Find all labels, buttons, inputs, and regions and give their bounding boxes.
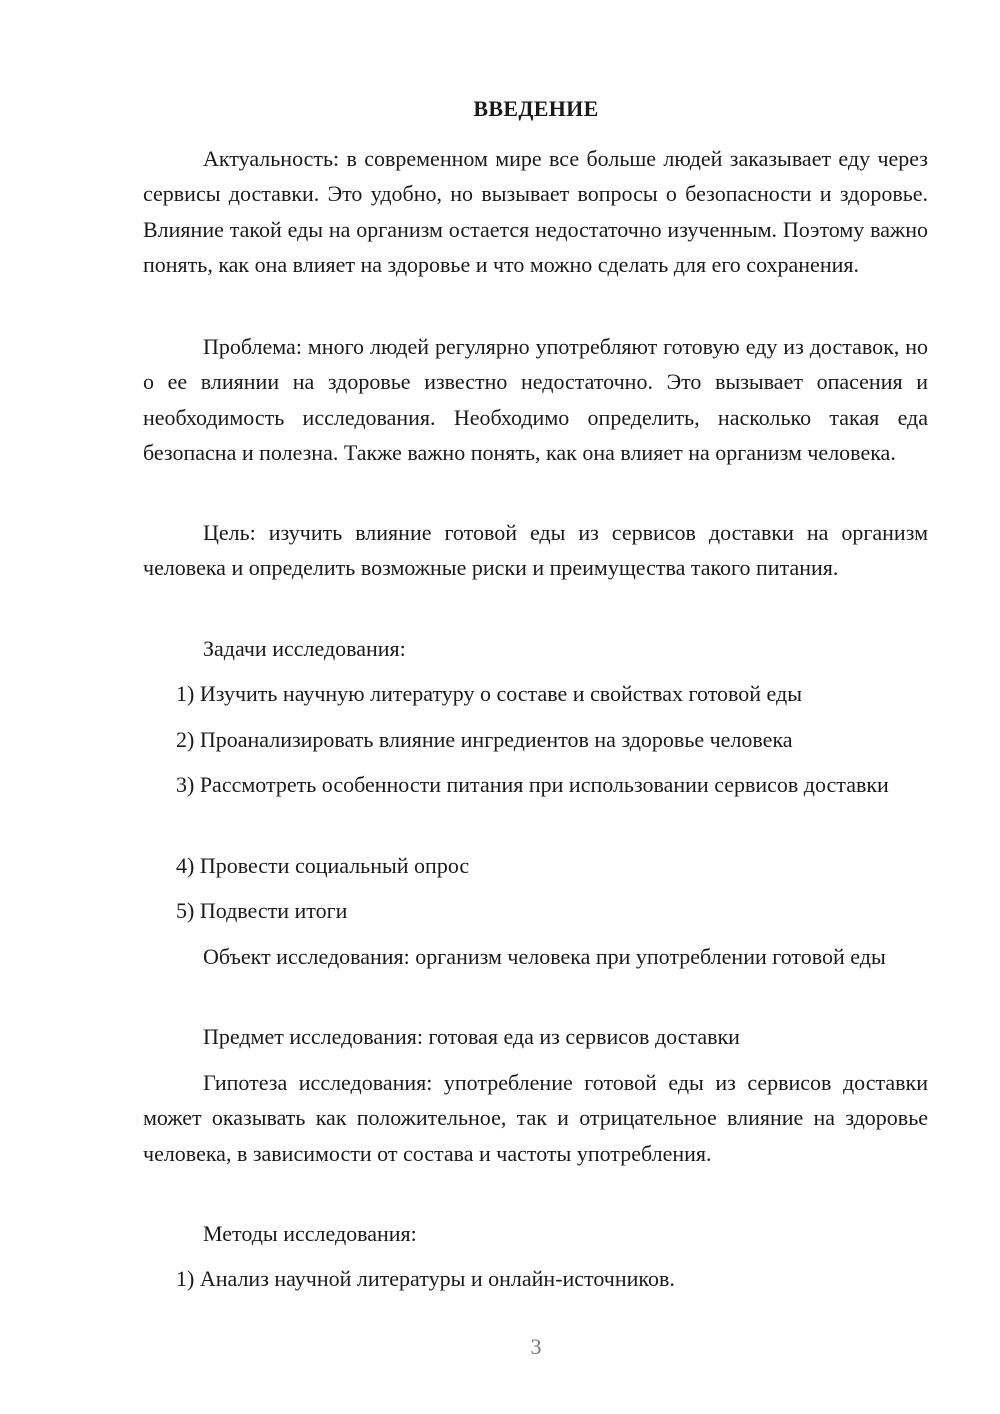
page-number: 3 bbox=[530, 1334, 542, 1359]
tasks-heading: Задачи исследования: bbox=[203, 636, 406, 661]
task-item: 4) Провести социальный опрос bbox=[176, 853, 470, 878]
task-item: 1) Изучить научную литературу о составе и свойствах готовой еды bbox=[176, 681, 802, 706]
paragraph-relevance: Актуальность: в современном мире все больше людей заказывает еду через сервисы доставки. Это удобно, но вызывает вопросы о безопасности и здоровье. Влияние такой еды на организм остается недостаточно изученным. Поэтому важно понять, как она влияет на здоровье и что можно сделать для его сохранения. bbox=[143, 146, 928, 277]
task-item: 5) Подвести итоги bbox=[176, 898, 348, 923]
task-item: 3) Рассмотреть особенности питания при использовании сервисов доставки bbox=[176, 772, 889, 797]
method-item: 1) Анализ научной литературы и онлайн-источников. bbox=[176, 1266, 675, 1291]
paragraph-subject: Предмет исследования: готовая еда из сервисов доставки bbox=[203, 1024, 740, 1049]
paragraph-hypothesis: Гипотеза исследования: употребление готовой еды из сервисов доставки может оказывать как положительное, так и отрицательное влияние на здоровье человека, в зависимости от состава и частоты употребления. bbox=[143, 1070, 928, 1166]
task-item: 2) Проанализировать влияние ингредиентов на здоровье человека bbox=[176, 727, 793, 752]
paragraph-problem: Проблема: много людей регулярно употребляют готовую еду из доставок, но о ее влиянии на здоровье известно недостаточно. Это вызывает опасения и необходимость исследования. Необходимо определить, насколько такая еда безопасна и полезна. Также важно понять, как она влияет на организм человека. bbox=[143, 334, 928, 465]
section-title: ВВЕДЕНИЕ bbox=[473, 96, 599, 121]
paragraph-goal: Цель: изучить влияние готовой еды из сервисов доставки на организм человека и определить возможные риски и преимущества такого питания. bbox=[143, 520, 928, 581]
paragraph-object: Объект исследования: организм человека при употреблении готовой еды bbox=[203, 944, 886, 969]
methods-heading: Методы исследования: bbox=[203, 1221, 417, 1246]
